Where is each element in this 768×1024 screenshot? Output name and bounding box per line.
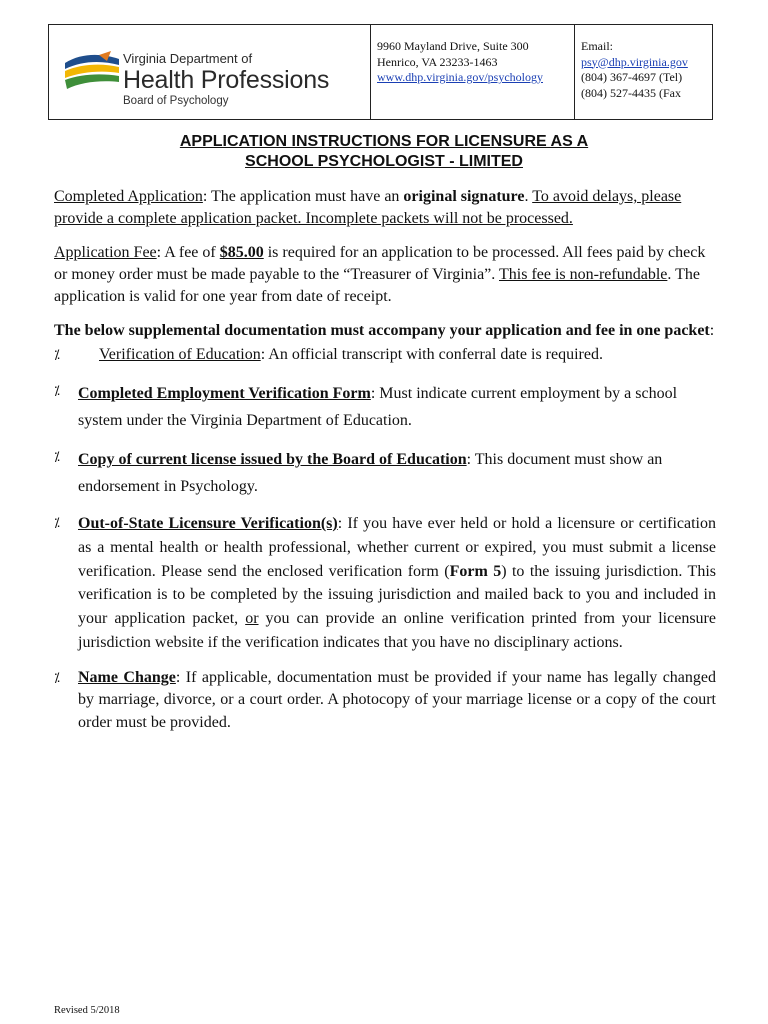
bullet-icon: ⁒	[54, 515, 60, 530]
employment-label: Completed Employment Verification Form	[78, 385, 371, 402]
letterhead	[48, 24, 713, 120]
logo-dept: Virginia Department of	[123, 51, 253, 66]
list-item-employment-verification: ⁒ Completed Employment Verification Form: Must indicate current employment by a school system under the Virginia Department of Education.	[54, 380, 716, 434]
supplemental-intro: The below supplemental documentation must accompany your application and fee in one packet:	[54, 322, 715, 339]
application-fee-paragraph: Application Fee: A fee of $85.00 is required for an application to be processed. All fees paid by check or money order must be made payable to the “Treasurer of Virginia”. This fee is non-refundable. The application is valid for one year from date of receipt.	[54, 244, 706, 305]
list-item-out-of-state-verification: ⁒ Out-of-State Licensure Verification(s): If you have ever held or hold a licensure or certification as a mental health or health professional, whether current or expired, you must submit a license verification. Please send the enclosed verification form (Form 5) to the issuing jurisdiction. This verification is to be completed by the issuing jurisdiction and mailed back to you and included in your application packet, or you can provide an online verification printed from your licensure jurisdiction website if the verification indicates that you have no disciplinary actions.	[54, 512, 716, 655]
education-label: Verification of Education	[99, 346, 261, 363]
list-item-name-change: ⁒ Name Change: If applicable, documentation must be provided if your name has legally changed by marriage, divorce, or a court order. A photocopy of your marriage license or a copy of the court order must be provided.	[54, 668, 716, 731]
document-body	[54, 186, 716, 746]
application-fee-label: Application Fee	[54, 244, 157, 261]
title-line-1: APPLICATION INSTRUCTIONS FOR LICENSURE AS A	[179, 133, 589, 150]
website-link[interactable]: www.dhp.virginia.gov/psychology	[377, 70, 543, 84]
title-line-2: SCHOOL PSYCHOLOGIST - LIMITED	[245, 153, 523, 170]
telephone: (804) 367-4697 (Tel)	[581, 70, 683, 84]
bullet-icon: ⁒	[54, 449, 60, 464]
bullet-icon: ⁒	[54, 383, 60, 398]
email-link[interactable]: psy@dhp.virginia.gov	[581, 54, 688, 69]
logo-name: Health Professions	[123, 66, 330, 94]
logo-board: Board of Psychology	[123, 95, 229, 107]
fee-amount: $85.00	[219, 244, 264, 261]
list-item-verification-of-education: ⁒ Verification of Education: An official transcript with conferral date is required.	[54, 344, 716, 366]
revision-note: Revised 5/2018	[54, 1005, 120, 1016]
out-of-state-label: Out-of-State Licensure Verification(s)	[78, 515, 338, 532]
complete-packet-note: To avoid delays, please provide a complete application packet. Incomplete packets will not be processed.	[54, 188, 682, 227]
contact-info	[575, 25, 712, 119]
dhp-logo-icon	[63, 51, 121, 97]
or-emphasis: or	[245, 610, 259, 628]
address-line-1: 9960 Mayland Drive, Suite 300	[377, 39, 529, 53]
original-signature: original signature	[403, 188, 525, 205]
completed-application-label: Completed Application	[54, 188, 203, 205]
license-copy-label: Copy of current license issued by the Board of Education	[78, 451, 467, 468]
bullet-icon: ⁒	[54, 347, 60, 362]
mailing-address	[371, 25, 575, 119]
document-title	[48, 132, 720, 172]
email-label: Email:	[581, 39, 613, 53]
form-5-reference: Form 5	[449, 562, 502, 580]
address-line-2: Henrico, VA 23233-1463	[377, 54, 498, 69]
bullet-icon: ⁒	[54, 669, 60, 685]
fax: (804) 527-4435 (Fax	[581, 85, 681, 100]
non-refundable-note: This fee is non-refundable	[499, 266, 668, 283]
name-change-label: Name Change	[78, 668, 176, 686]
completed-application-paragraph: Completed Application: The application must have an original signature. To avoid delays, please provide a complete application packet. Incomplete packets will not be processed.	[54, 188, 682, 227]
agency-logo	[49, 25, 371, 119]
list-item-license-copy: ⁒ Copy of current license issued by the Board of Education: This document must show an endorsement in Psychology.	[54, 446, 716, 500]
